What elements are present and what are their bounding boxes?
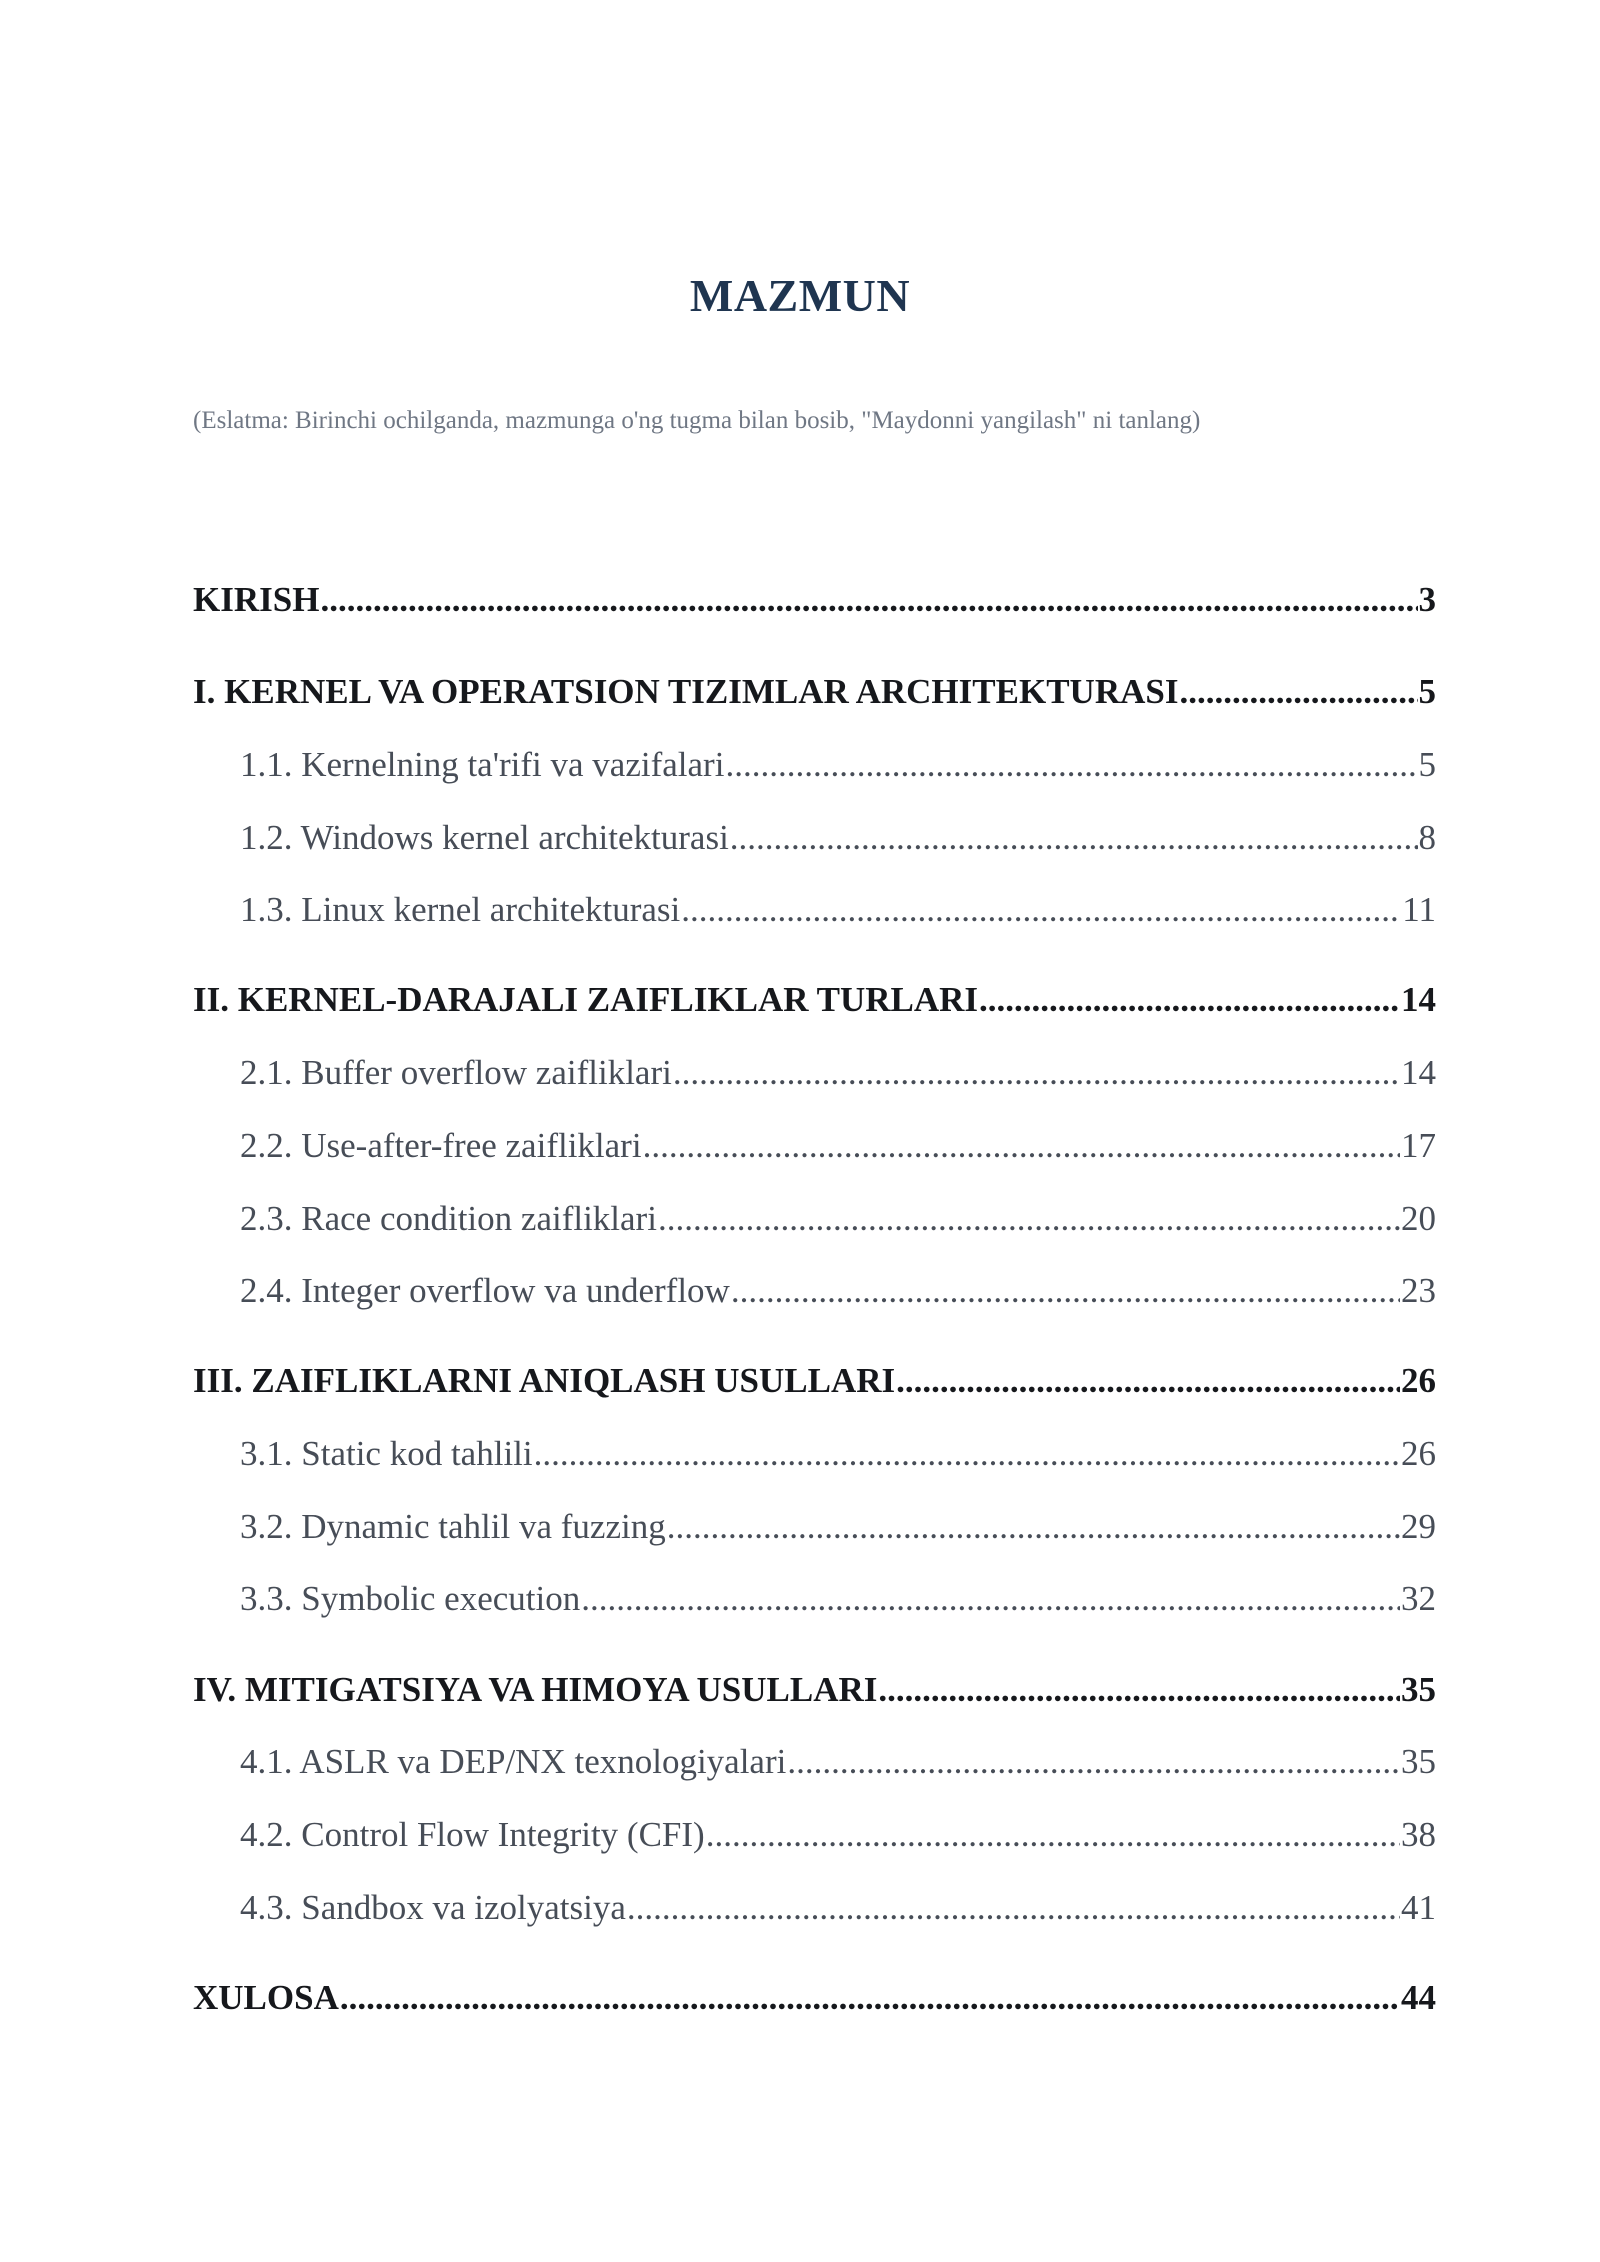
toc-page-number: 38 [1401, 1815, 1436, 1854]
toc-entry-chapter-1[interactable] [193, 669, 1436, 715]
dot-leader [979, 977, 1400, 1023]
toc-page-number: 11 [1402, 890, 1436, 929]
update-field-note: (Eslatma: Birinchi ochilganda, mazmunga o'ng tugma bilan bosib, "Maydonni yangilash" ni tanlang) [193, 407, 1201, 434]
toc-entry-label: 3.1. Static kod tahlili [240, 1434, 533, 1473]
toc-page-number: 44 [1401, 1978, 1436, 2017]
toc-entry-2-4[interactable] [240, 1268, 1436, 1314]
toc-entry-label: II. KERNEL-DARAJALI ZAIFLIKLAR TURLARI [193, 980, 979, 1019]
toc-page-number: 20 [1401, 1199, 1436, 1238]
dot-leader [896, 1358, 1400, 1404]
toc-entry-label: 2.2. Use-after-free zaifliklari [240, 1126, 642, 1165]
toc-page-number: 8 [1418, 818, 1436, 857]
toc-entry-chapter-3[interactable] [193, 1358, 1436, 1404]
toc-entry-2-1[interactable] [240, 1050, 1436, 1096]
toc-entry-label: 1.3. Linux kernel architekturasi [240, 890, 681, 929]
toc-entry-label: 4.1. ASLR va DEP/NX texnologiyalari [240, 1742, 787, 1781]
toc-entry-4-3[interactable] [240, 1885, 1436, 1931]
toc-entry-label: 3.3. Symbolic execution [240, 1579, 581, 1618]
toc-entry-1-3[interactable] [240, 887, 1436, 933]
dot-leader [658, 1196, 1400, 1242]
dot-leader [731, 1268, 1400, 1314]
toc-entry-3-3[interactable] [240, 1576, 1436, 1622]
toc-page-number: 14 [1401, 980, 1436, 1019]
dot-leader [320, 577, 1417, 623]
toc-page-number: 5 [1418, 672, 1436, 711]
toc-entry-label: 4.3. Sandbox va izolyatsiya [240, 1888, 626, 1927]
toc-entry-label: 1.1. Kernelning ta'rifi va vazifalari [240, 745, 725, 784]
toc-page-number: 26 [1401, 1434, 1436, 1473]
toc-entry-label: 3.2. Dynamic tahlil va fuzzing [240, 1507, 666, 1546]
toc-entry-3-2[interactable] [240, 1504, 1436, 1550]
toc-entry-label: 2.3. Race condition zaifliklari [240, 1199, 657, 1238]
dot-leader [878, 1667, 1400, 1713]
toc-page-number: 35 [1401, 1742, 1436, 1781]
toc-page-number: 29 [1401, 1507, 1436, 1546]
toc-page-number: 41 [1401, 1888, 1436, 1927]
dot-leader [673, 1050, 1400, 1096]
toc-entry-4-1[interactable] [240, 1739, 1436, 1785]
dot-leader [681, 887, 1401, 933]
dot-leader [1179, 669, 1417, 715]
dot-leader [730, 815, 1418, 861]
toc-entry-label: I. KERNEL VA OPERATSION TIZIMLAR ARCHITEKTURASI [193, 672, 1179, 711]
toc-entry-2-3[interactable] [240, 1196, 1436, 1242]
dot-leader [534, 1431, 1400, 1477]
toc-page-number: 26 [1401, 1361, 1436, 1400]
toc-page-number: 17 [1401, 1126, 1436, 1165]
dot-leader [725, 742, 1417, 788]
toc-entry-label: III. ZAIFLIKLARNI ANIQLASH USULLARI [193, 1361, 896, 1400]
toc-entry-label: XULOSA [193, 1978, 339, 2017]
dot-leader [340, 1975, 1400, 2021]
toc-entry-label: 4.2. Control Flow Integrity (CFI) [240, 1815, 705, 1854]
toc-page-number: 23 [1401, 1271, 1436, 1310]
toc-entry-label: KIRISH [193, 580, 320, 619]
toc-page-number: 32 [1401, 1579, 1436, 1618]
dot-leader [643, 1123, 1400, 1169]
toc-entry-1-1[interactable] [240, 742, 1436, 788]
toc-entry-4-2[interactable] [240, 1812, 1436, 1858]
toc-entry-chapter-4[interactable] [193, 1667, 1436, 1713]
toc-entry-label: 2.1. Buffer overflow zaifliklari [240, 1053, 672, 1092]
toc-page-number: 35 [1401, 1670, 1436, 1709]
toc-entry-2-2[interactable] [240, 1123, 1436, 1169]
dot-leader [706, 1812, 1400, 1858]
toc-page-number: 5 [1418, 745, 1436, 784]
toc-entry-3-1[interactable] [240, 1431, 1436, 1477]
toc-entry-kirish[interactable] [193, 577, 1436, 623]
dot-leader [667, 1504, 1400, 1550]
toc-entry-label: 2.4. Integer overflow va underflow [240, 1271, 730, 1310]
toc-page-number: 3 [1418, 580, 1436, 619]
toc-entry-label: 1.2. Windows kernel architekturasi [240, 818, 729, 857]
dot-leader [787, 1739, 1400, 1785]
dot-leader [627, 1885, 1400, 1931]
toc-entry-xulosa[interactable] [193, 1975, 1436, 2021]
page-title: MAZMUN [689, 270, 911, 321]
toc-entry-chapter-2[interactable] [193, 977, 1436, 1023]
toc-entry-1-2[interactable] [240, 815, 1436, 861]
toc-page-number: 14 [1401, 1053, 1436, 1092]
toc-entry-label: IV. MITIGATSIYA VA HIMOYA USULLARI [193, 1670, 878, 1709]
dot-leader [581, 1576, 1400, 1622]
